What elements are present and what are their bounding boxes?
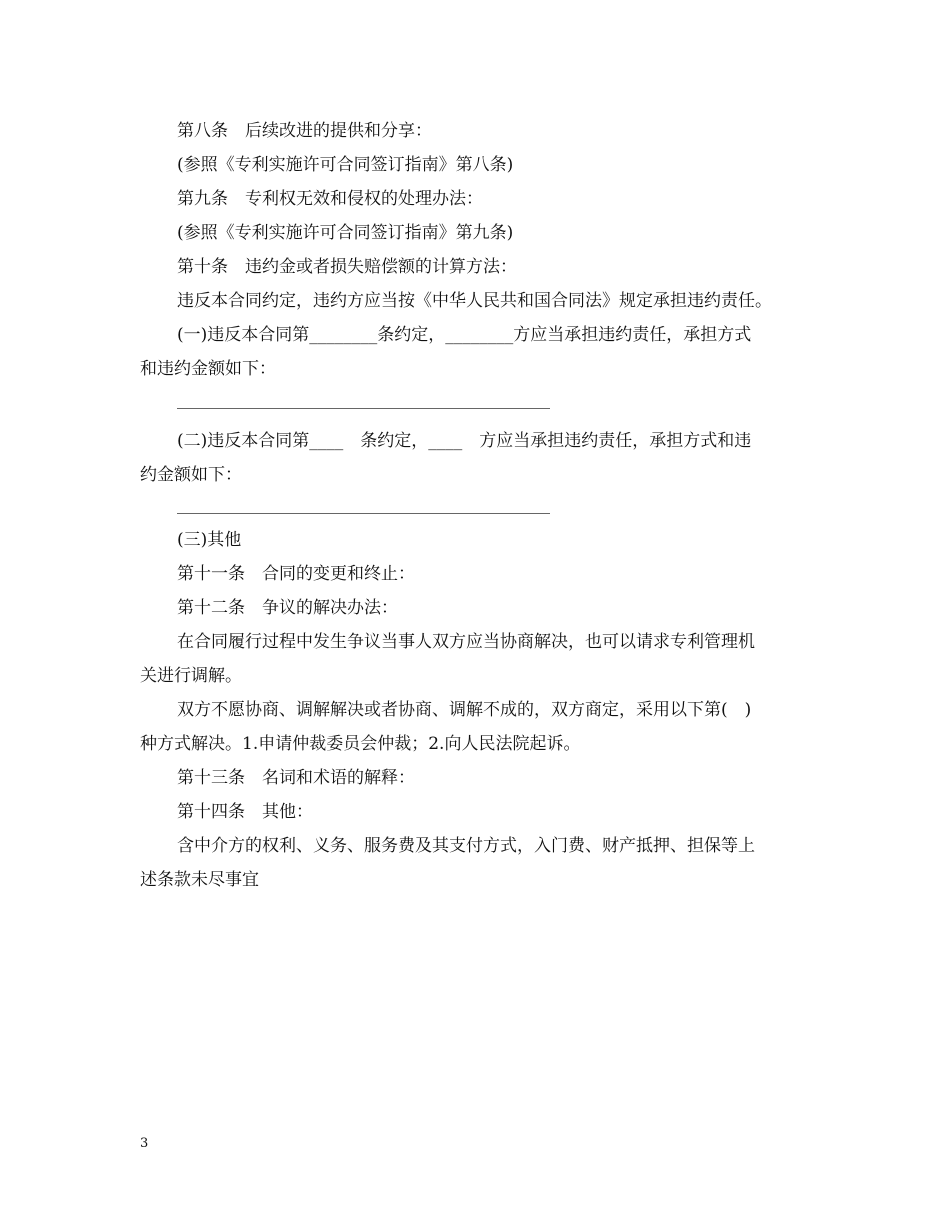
other-paragraph-line-2: 述条款未尽事宜 [140, 870, 259, 890]
article-10-heading: 第十条 违约金或者损失赔偿额的计算方法： [177, 257, 517, 277]
article-8-reference: (参照《专利实施许可合同签订指南》第八条) [177, 155, 514, 175]
article-8-heading: 第八条 后续改进的提供和分享： [177, 121, 432, 141]
article-14-heading: 第十四条 其他： [177, 802, 313, 822]
dispute-paragraph-line-2: 关进行调解。 [140, 666, 242, 686]
clause-1-line-2: 和违约金额如下： [140, 359, 276, 379]
article-11-heading: 第十一条 合同的变更和终止： [177, 564, 415, 584]
article-13-heading: 第十三条 名词和术语的解释： [177, 768, 415, 788]
clause-2-line-1: (二)违反本合同第____ 条约定，____ 方应当承担违约责任，承担方式和违 [177, 431, 752, 451]
dispute-paragraph-line-1: 在合同履行过程中发生争议当事人双方应当协商解决，也可以请求专利管理机 [177, 632, 755, 652]
other-paragraph-line-1: 含中介方的权利、义务、服务费及其支付方式，入门费、财产抵押、担保等上 [177, 836, 755, 856]
fill-in-line-1 [177, 408, 550, 409]
page-number: 3 [140, 1136, 149, 1151]
clause-2-line-2: 约金额如下： [140, 465, 242, 485]
clause-1-line-1: (一)违反本合同第________条约定，________方应当承担违约责任，承担方式 [177, 325, 752, 345]
article-10-intro: 违反本合同约定，违约方应当按《中华人民共和国合同法》规定承担违约责任。 [177, 291, 772, 311]
article-9-reference: (参照《专利实施许可合同签订指南》第九条) [177, 223, 514, 243]
article-9-heading: 第九条 专利权无效和侵权的处理办法： [177, 189, 483, 209]
article-12-heading: 第十二条 争议的解决办法： [177, 598, 398, 618]
resolution-paragraph-line-1: 双方不愿协商、调解解决或者协商、调解不成的，双方商定，采用以下第( ) [177, 700, 752, 720]
fill-in-line-2 [177, 513, 550, 514]
resolution-paragraph-line-2: 种方式解决。1.申请仲裁委员会仲裁；2.向人民法院起诉。 [140, 734, 581, 754]
clause-3: (三)其他 [177, 530, 242, 550]
